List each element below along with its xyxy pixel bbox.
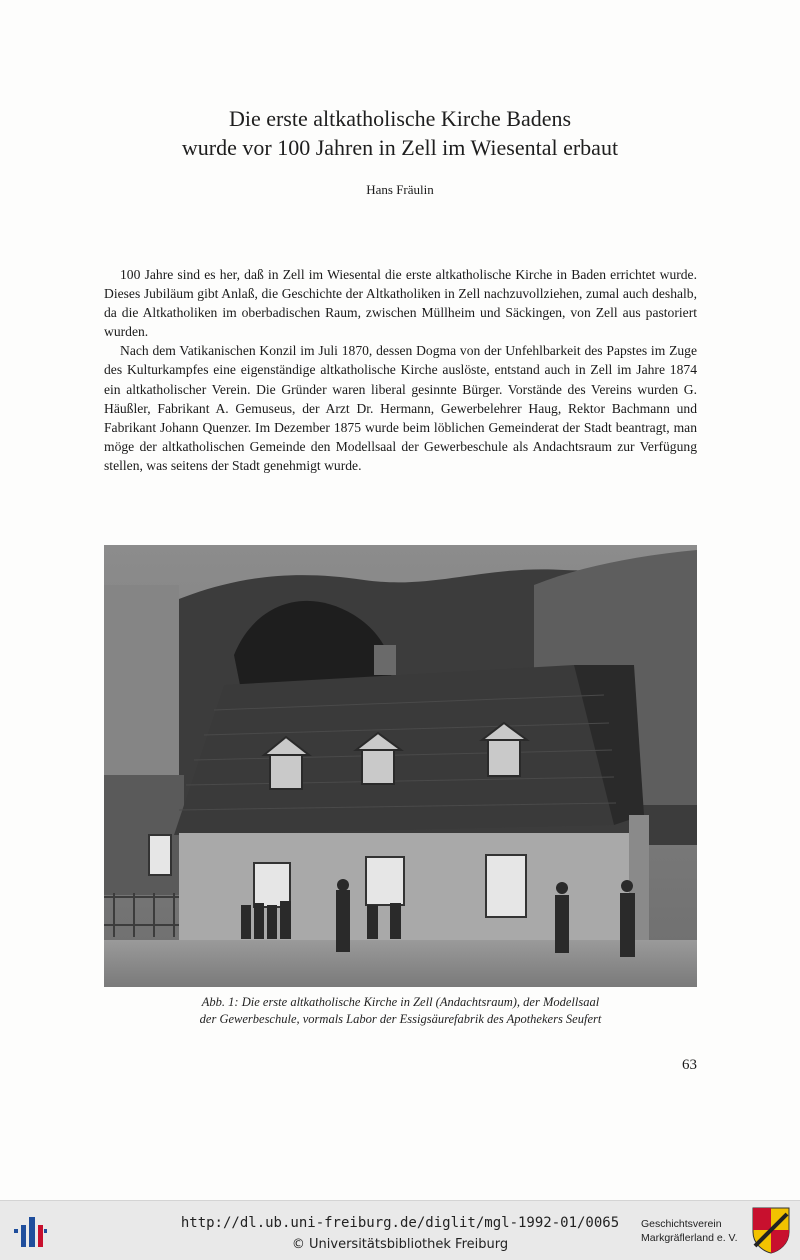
caption-line-1: Abb. 1: Die erste altkatholische Kirche in Zell (Andachtsraum), der Modellsaal [201,995,600,1009]
historic-photo [104,545,697,987]
page-number: 63 [682,1057,697,1073]
paragraph: Nach dem Vatikanischen Konzil im Juli 1870, dessen Dogma von der Unfehlbarkeit des Papstes im Zuge des Kulturkampfes eine eigenständige altkatholische Kirche auslöste, entstand auch in Zell im Jahre 1874 ein altkatholischer Verein. Die Gründer waren liberal gesinnte Bürger. Vorstände des Vereins wurden G. Häußler, Fabrikant A. Gemuseus, der Arzt Dr. Hermann, Gewerbelehrer Haug, Rektor Bachmann und Fabrikant Johann Quenzer. Im Dezember 1875 wurde beim löblichen Gemeinderat der Stadt beantragt, man möge der altkatholischen Gemeinde den Modellsaal der Gewerbeschule als Andachtsraum zur Verfügung stellen, was seitens der Stadt genehmigt wurde. [104,343,697,473]
organization-name [641,1217,751,1245]
org-line-1: Geschichtsverein [641,1218,722,1230]
title-line-2: wurde vor 100 Jahren in Zell im Wiesental erbaut [181,135,619,160]
paragraph: 100 Jahre sind es her, daß in Zell im Wiesental die erste altkatholische Kirche in Baden errichtet wurde. Dieses Jubiläum gibt Anlaß, die Geschichte der Altkatholiken in Zell nachzuvollziehen, zumal auch deshalb, da die Altkatholiken im oberbadischen Raum, zwischen Müllheim und Säckingen, von Zell aus pastoriert wurden. [104,267,697,340]
copyright-text: © Universitätsbibliothek Freiburg [291,1237,509,1252]
photo-caption [104,994,697,1028]
author-name: Hans Fräulin [366,182,434,197]
document-url-link[interactable]: http://dl.ub.uni-freiburg.de/diglit/mgl-1992-01/0065 [180,1215,620,1231]
caption-line-2: der Gewerbeschule, vormals Labor der Essigsäurefabrik des Apothekers Seufert [199,1012,602,1026]
viewer-footer [0,1200,800,1260]
article-body [104,265,697,475]
coat-of-arms-icon [751,1206,791,1259]
org-line-2: Markgräflerland e. V. [641,1232,738,1244]
title-line-1: Die erste altkatholische Kirche Badens [228,106,572,131]
article-title [0,104,800,162]
